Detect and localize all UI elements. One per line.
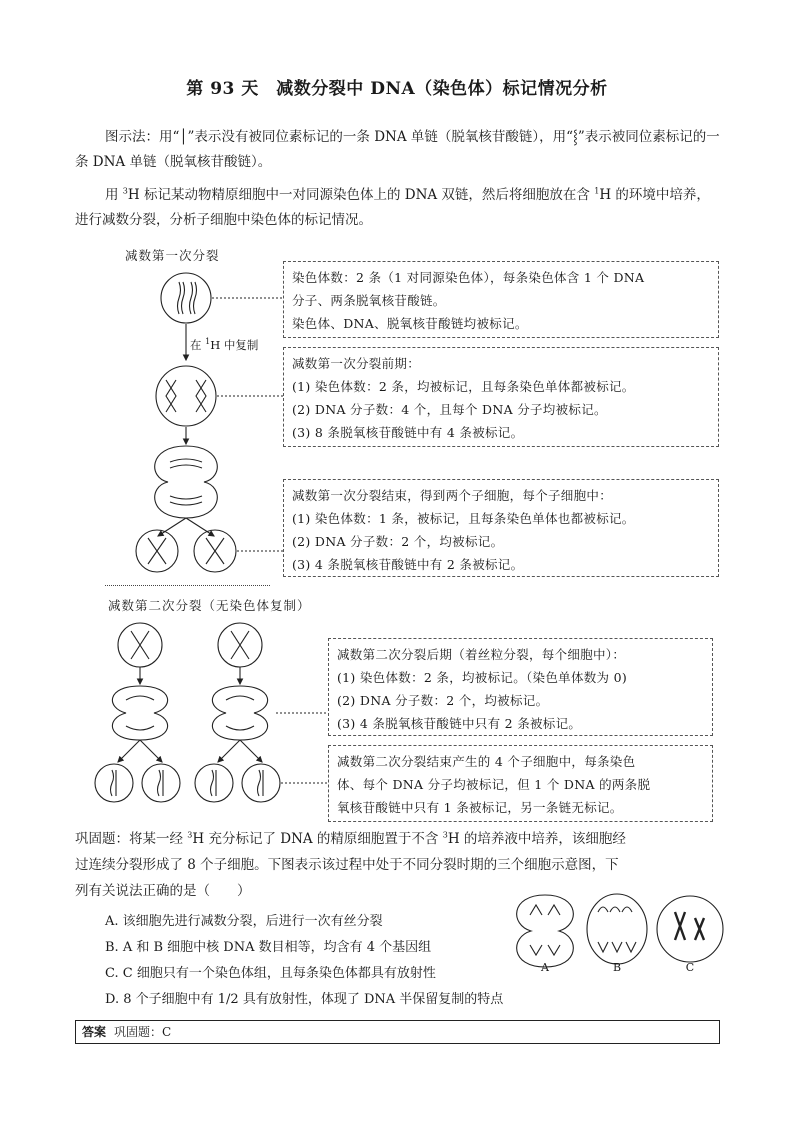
intro-sup-2: 1 [594,186,600,196]
box4-line: (1) 染色体数：2 条，均被标记。（染色单体数为 0) [337,670,628,685]
box3-line: (2) DNA 分子数：2 个，均被标记。 [292,534,504,549]
chromosome [226,696,254,730]
chromosome [178,282,181,314]
chromosome [166,380,176,412]
option-c: C. C 细胞只有一个染色体组，且每条染色体都具有放射性 [105,966,436,981]
box2-line: (2) DNA 分子数：4 个，且每个 DNA 分子均被标记。 [292,402,607,417]
box4-line: (3) 4 条脱氧核苷酸链中只有 2 条被标记。 [337,716,582,731]
box3-line: 减数第一次分裂结束，得到两个子细胞，每个子细胞中： [292,488,613,503]
intro-suffix: H 的环境中培养，进行减数分裂，分析子细胞中染色体的标记情况。 [75,187,710,228]
intro-sup-1: 3 [122,186,128,196]
spermatogonium-cell [161,273,211,323]
cell-label-b: B [612,961,622,974]
chromosome [598,907,632,912]
dividing-cell [155,446,218,518]
question-part-b: H 的培养液中培养，该细胞经 [447,831,626,847]
chromosome [231,631,249,659]
gamete-cell [195,764,233,802]
box5-line: 减数第二次分裂结束产生的 4 个子细胞中，每条染色 [337,754,636,769]
box5-line: 体、每个 DNA 分子均被标记，但 1 个 DNA 的两条脱 [337,777,651,792]
chromosome [170,459,202,468]
anaphase2-cell [112,686,167,740]
chromosome [530,905,560,955]
cell-label-c: C [685,961,695,974]
chromosome [196,380,206,412]
arrow [186,518,214,536]
box3-line: (3) 4 条脱氧核苷酸链中有 2 条被标记。 [292,557,524,572]
option-a: A. 该细胞先进行减数分裂，后进行一次有丝分裂 [105,914,383,929]
question-lead: 巩固题：将某一经 [75,831,188,847]
arrow [118,740,140,762]
chromosome [158,770,164,796]
arrow [140,740,162,762]
box1-line: 染色体数：2 条（1 对同源染色体），每条染色体含 1 个 DNA [292,270,645,285]
chromosome [148,538,166,564]
page-title: 第 93 天 减数分裂中 DNA（染色体）标记情况分析 [186,79,608,99]
arrow [158,518,186,536]
chromosome [211,770,217,796]
question-sup-1: 3 [187,830,193,840]
box5-line: 氧核苷酸链中只有 1 条被标记，另一条链无标记。 [337,800,623,815]
chromosome [695,918,704,940]
question-line-1 [75,827,720,852]
intro-prefix: 用 [105,187,123,203]
cell-label-a: A [541,961,549,974]
chromosome [598,942,636,952]
box1-line: 染色体、DNA、脱氧核苷酸链均被标记。 [292,316,528,331]
prophase-cell [156,366,216,426]
cell-a [517,895,574,967]
question-part-a: H 充分标记了 DNA 的精原细胞置于不含 [192,831,443,847]
gamete-cell [242,764,280,802]
question-sup-2: 3 [442,830,448,840]
replication-suffix: H 中复制 [210,338,259,352]
answer-box [75,1020,720,1044]
legend-paragraph: 图示法：用“│”表示没有被同位素标记的一条 DNA 单链（脱氧核苷酸链），用“⸾”表示被同位素标记的一条 DNA 单链（脱氧核苷酸链）。 [75,129,720,170]
box2-line: (1) 染色体数：2 条，均被标记，且每条染色单体都被标记。 [292,379,635,394]
box1-line: 分子、两条脱氧核苷酸链。 [292,293,446,308]
chromosome [111,770,117,796]
replication-sup: 1 [205,337,211,347]
question-line-2: 过连续分裂形成了 8 个子细胞。下图表示该过程中处于不同分裂时期的三个细胞示意图，下 [75,857,619,873]
gamete-cell [95,764,133,802]
anaphase2-cell [212,686,267,740]
answer-label: 答案 [82,1025,107,1039]
option-b: B. A 和 B 细胞中核 DNA 数目相等，均含有 4 个基因组 [105,940,432,955]
chromosome [190,282,193,314]
option-d: D. 8 个子细胞中有 1/2 具有放射性，体现了 DNA 半保留复制的特点 [105,992,504,1007]
box2-line: 减数第一次分裂前期： [292,356,421,371]
box2-line: (3) 8 条脱氧核苷酸链中有 4 条被标记。 [292,425,524,440]
question-line-3: 列有关说法正确的是（ ） [75,883,251,899]
chromosome [675,912,685,940]
intro-middle: H 标记某动物精原细胞中一对同源染色体上的 DNA 双链，然后将细胞放在含 [127,187,595,203]
arrow [240,740,262,762]
arrow [218,740,240,762]
chromosome [170,496,202,505]
cell-b [587,894,647,964]
meiosis2-label: 减数第二次分裂（无染色体复制） [108,598,311,613]
chromosome [131,631,149,659]
chromosome [182,282,185,314]
chromosome [126,696,154,730]
box3-line: (1) 染色体数：1 条，被标记，且每条染色单体也都被标记。 [292,511,635,526]
answer-text: 巩固题：C [114,1025,172,1039]
cell-c [657,896,723,962]
meiosis1-label: 减数第一次分裂 [125,248,220,263]
replication-prefix: 在 [190,338,206,352]
box4-line: (2) DNA 分子数：2 个，均被标记。 [337,693,549,708]
chromosome [258,770,264,796]
chromosome [194,282,197,314]
gamete-cell [142,764,180,802]
box4-line: 减数第二次分裂后期（着丝粒分裂，每个细胞中）： [337,647,626,662]
chromosome [206,538,224,564]
